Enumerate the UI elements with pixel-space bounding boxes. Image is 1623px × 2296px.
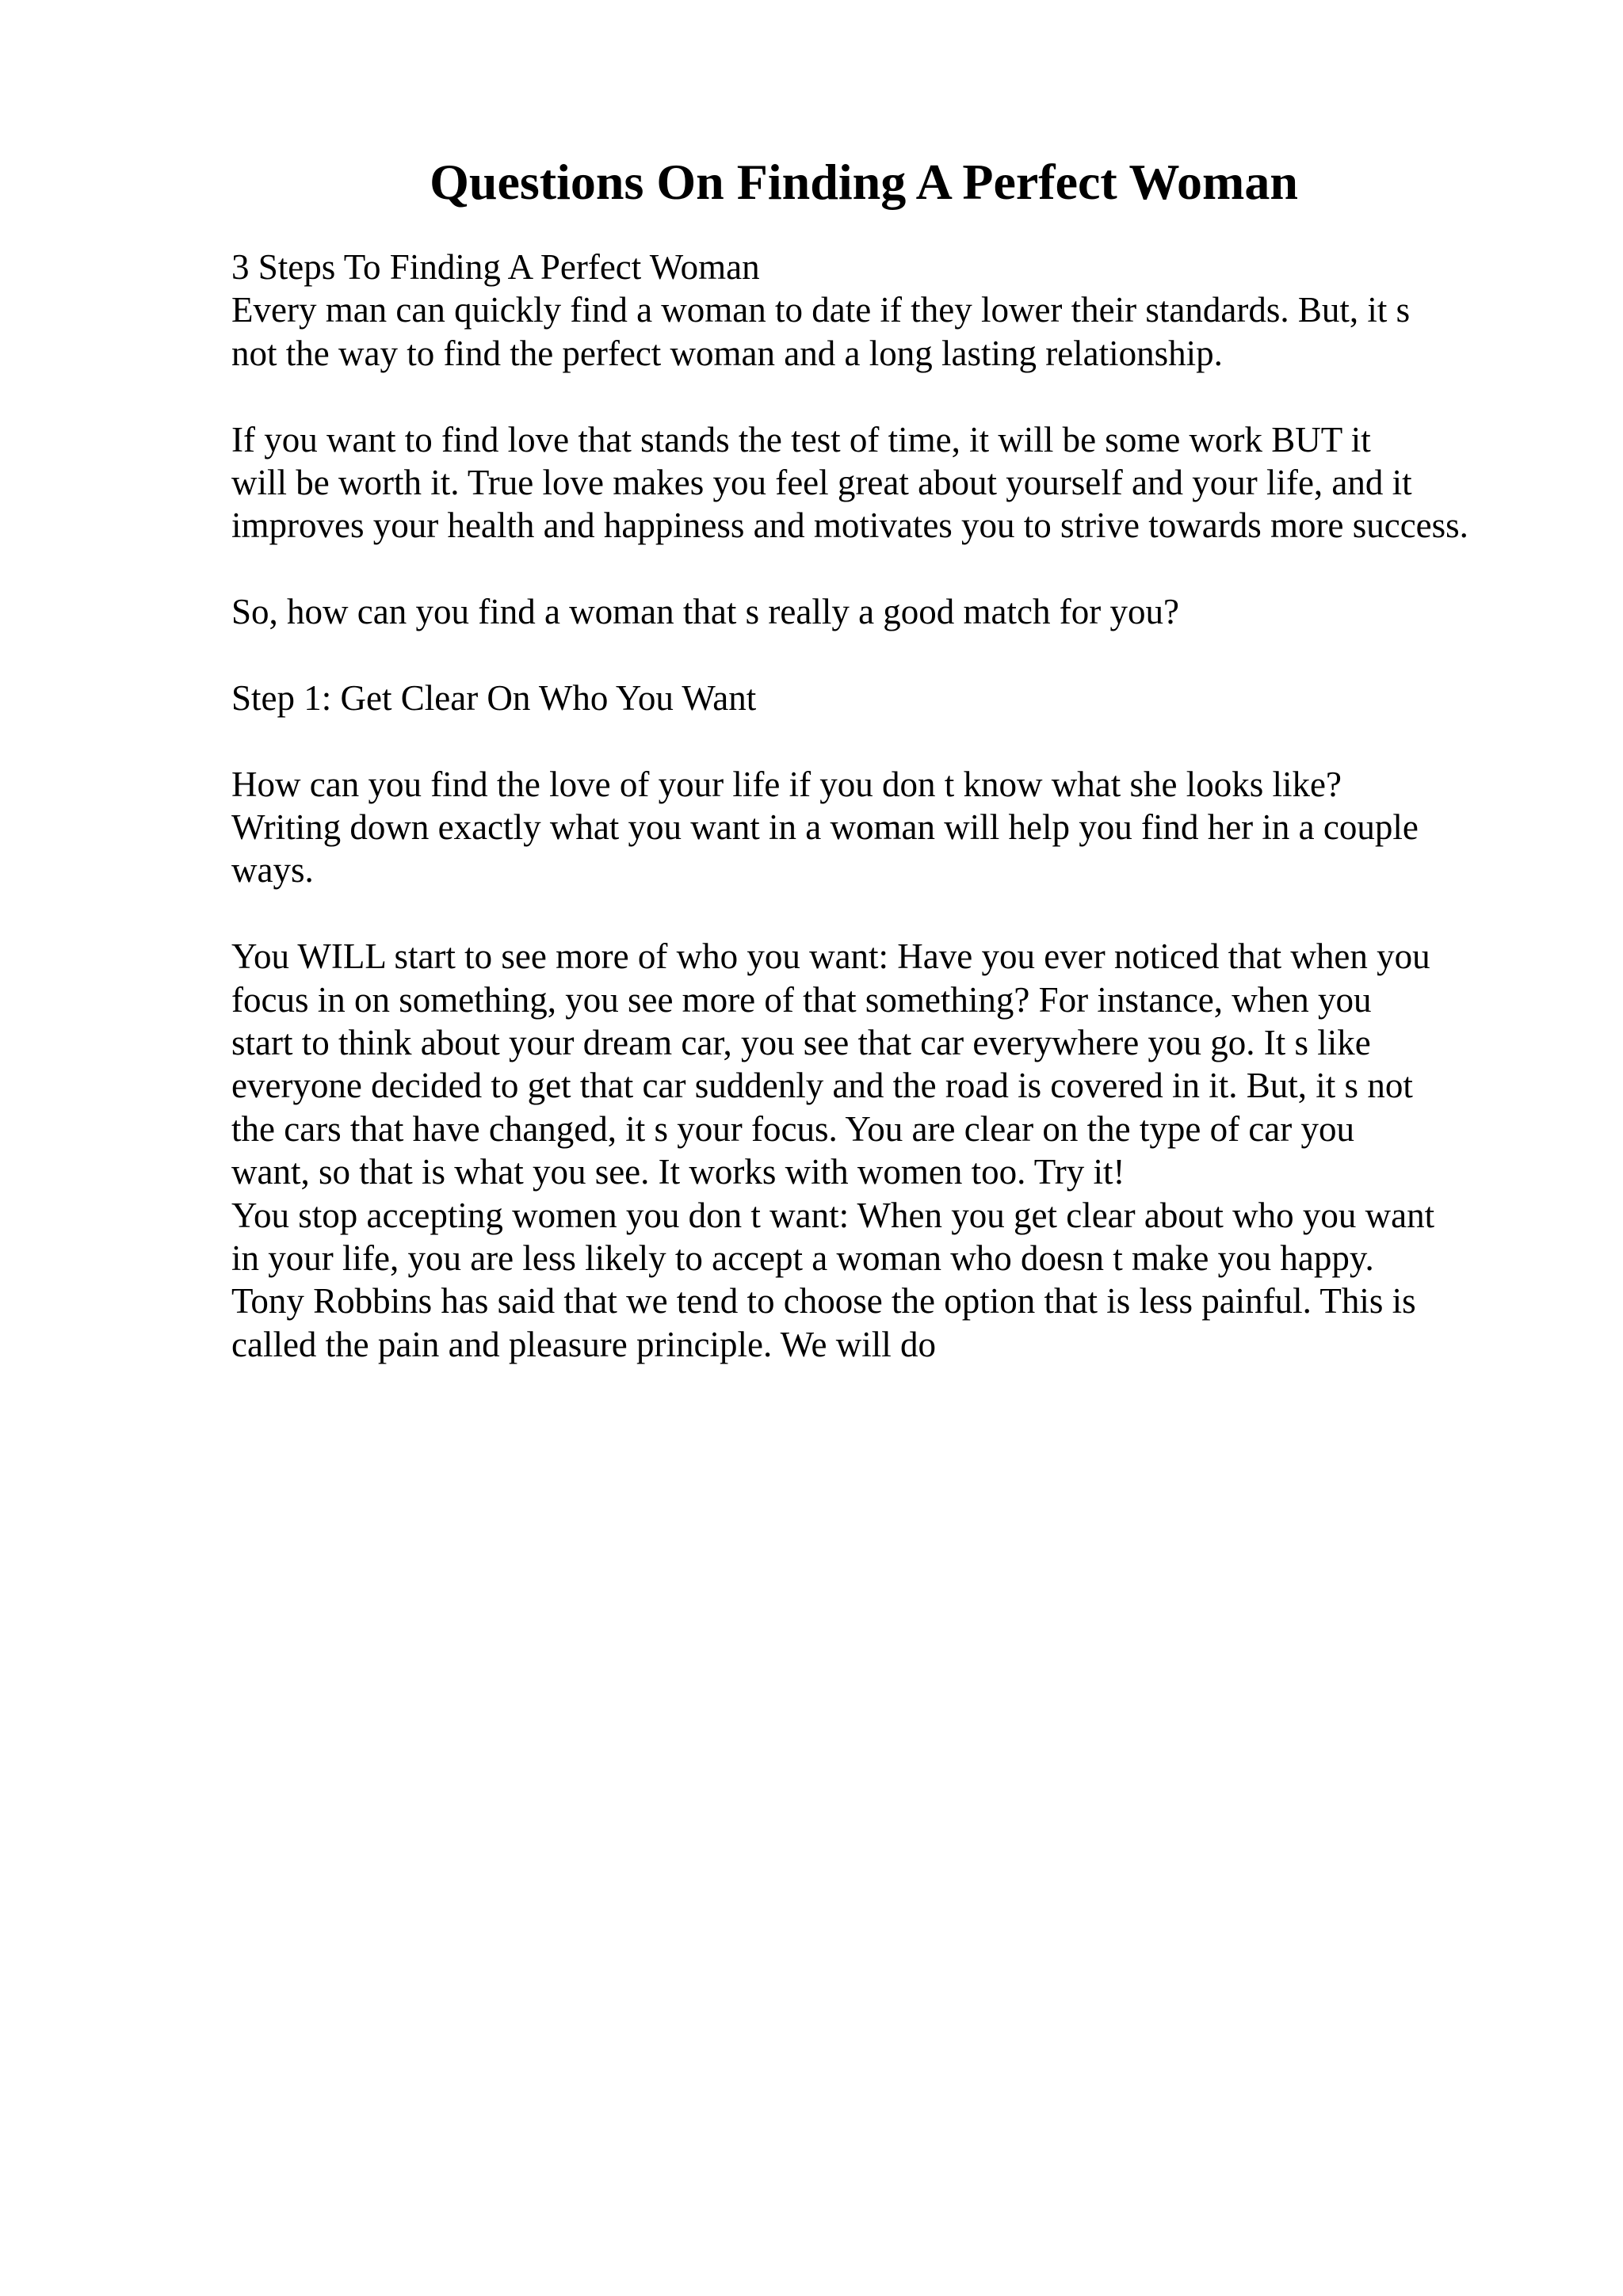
text-line: 3 Steps To Finding A Perfect Woman (231, 247, 760, 287)
text-line: You WILL start to see more of who you want: Have you ever noticed that when you (231, 936, 1430, 977)
text-line: everyone decided to get that car suddenly and the road is covered in it. But, it s not (231, 1066, 1413, 1106)
text-line: Every man can quickly find a woman to date if they lower their standards. But, it s (231, 290, 1411, 330)
paragraph-intro (231, 246, 1610, 375)
paragraph-gap (231, 547, 1610, 590)
text-line: Writing down exactly what you want in a woman will help you find her in a couple (231, 807, 1419, 848)
text-line: want, so that is what you see. It works with women too. Try it! (231, 1152, 1125, 1192)
text-line: called the pain and pleasure principle. We will do (231, 1324, 936, 1364)
paragraph-gap (231, 375, 1610, 418)
text-line: Tony Robbins has said that we tend to choose the option that is less painful. This is (231, 1281, 1416, 1322)
text-line: How can you find the love of your life if you don t know what she looks like? (231, 764, 1342, 804)
document-title: Questions On Finding A Perfect Woman (430, 154, 1298, 210)
text-line: the cars that have changed, it s your focus. You are clear on the type of car you (231, 1108, 1355, 1149)
text-line: Step 1: Get Clear On Who You Want (231, 677, 757, 718)
paragraph-gap (231, 634, 1610, 677)
text-line: ways. (231, 850, 314, 891)
text-line: in your life, you are less likely to accept a woman who doesn t make you happy. (231, 1238, 1374, 1278)
text-line: You stop accepting women you don t want: When you get clear about who you want (231, 1195, 1435, 1235)
document-body (231, 246, 1610, 1366)
paragraph-question (231, 590, 1610, 633)
paragraph-focus (231, 935, 1610, 1366)
paragraph-step-heading (231, 677, 1610, 719)
text-line: will be worth it. True love makes you feel great about yourself and your life, and it (231, 462, 1412, 502)
text-line: start to think about your dream car, you see that car everywhere you go. It s like (231, 1023, 1371, 1063)
paragraph-writing-down (231, 763, 1610, 892)
paragraph-gap (231, 892, 1610, 935)
paragraph-true-love (231, 418, 1610, 547)
text-line: improves your health and happiness and motivates you to strive towards more success. (231, 505, 1468, 546)
paragraph-gap (231, 719, 1610, 762)
text-line: not the way to find the perfect woman and a long lasting relationship. (231, 333, 1223, 373)
text-line: So, how can you find a woman that s really a good match for you? (231, 592, 1179, 632)
text-line: If you want to find love that stands the test of time, it will be some work BUT it (231, 419, 1371, 460)
text-line: focus in on something, you see more of that something? For instance, when you (231, 979, 1372, 1020)
